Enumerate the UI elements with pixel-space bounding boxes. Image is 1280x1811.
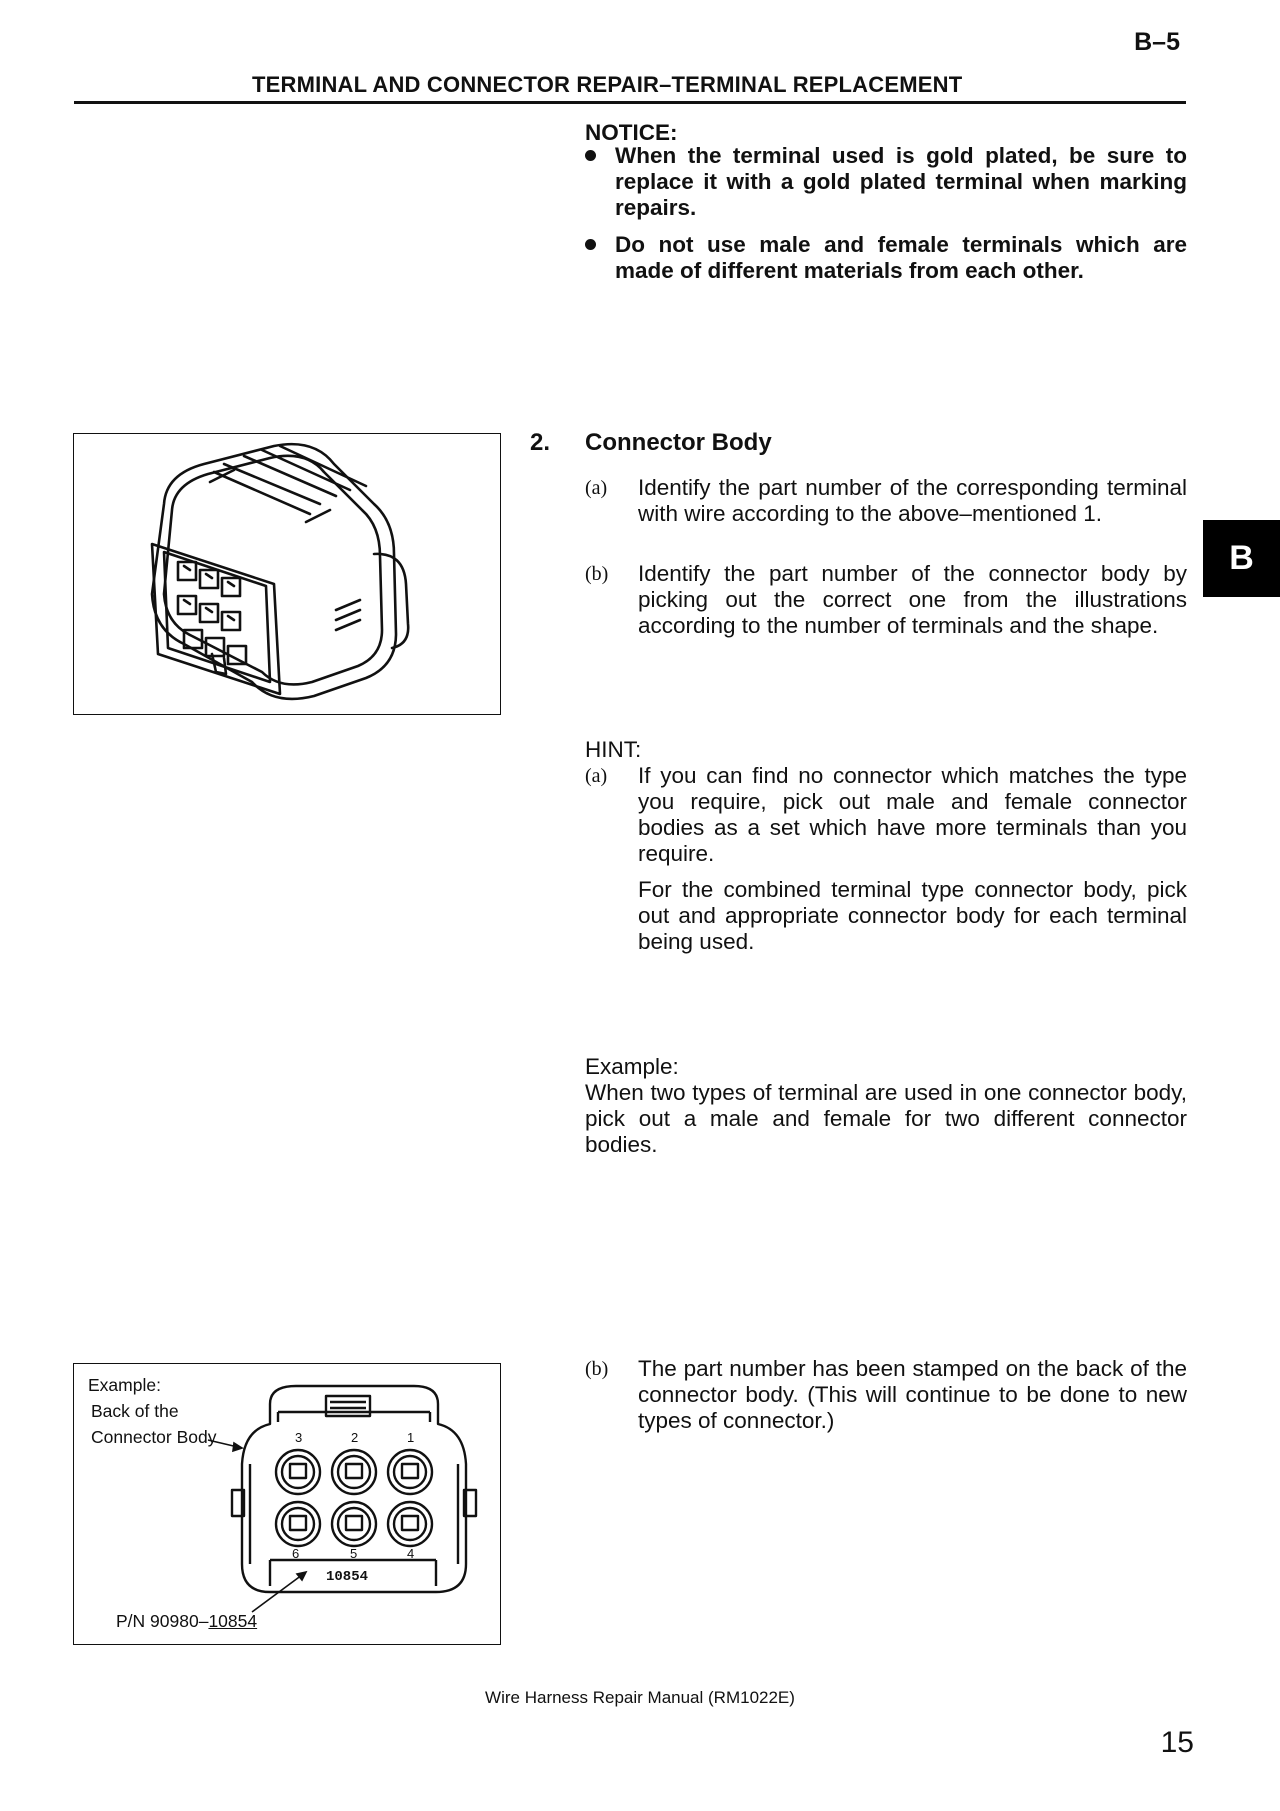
page-number: 15 <box>1160 1726 1194 1759</box>
hint-paragraph-2: For the combined terminal type connector body, pick out and appropriate connector body for each terminal being used. <box>638 877 1187 954</box>
pin-number: 6 <box>292 1546 300 1561</box>
notice-heading: NOTICE: <box>585 120 678 145</box>
part-number-prefix: P/N 90980– <box>116 1611 209 1631</box>
manual-footer: Wire Harness Repair Manual (RM1022E) <box>485 1688 795 1707</box>
example-heading: Example: <box>585 1054 679 1079</box>
notice-bullet-text: When the terminal used is gold plated, be sure to replace it with a gold plated terminal when marking repairs. <box>615 143 1187 220</box>
page-label: B–5 <box>1134 28 1180 56</box>
pin-number: 1 <box>407 1430 415 1445</box>
page-title: TERMINAL AND CONNECTOR REPAIR–TERMINAL REPLACEMENT <box>252 72 963 97</box>
item-text: Identify the part number of the corresponding terminal with wire according to the above–mentioned 1. <box>638 475 1187 526</box>
hint-heading: HINT: <box>585 737 642 762</box>
figure-caption-line1: Back of the <box>91 1401 179 1421</box>
bullet-icon <box>585 150 596 161</box>
item-text: Identify the part number of the connector body by picking out the correct one from the illustrations according to the number of terminals and the shape. <box>638 561 1187 638</box>
section-number: 2. <box>530 429 551 456</box>
bullet-icon <box>585 239 596 250</box>
section-title: Connector Body <box>585 429 772 456</box>
pin-number: 5 <box>350 1546 358 1561</box>
item-text: The part number has been stamped on the back of the connector body. (This will continue to be done to new types of connector.) <box>638 1356 1187 1433</box>
item-label: (b) <box>585 1358 609 1380</box>
item-label: (a) <box>585 765 608 787</box>
connector-back-illustration <box>74 1364 500 1644</box>
stamped-part-number: 10854 <box>326 1569 369 1585</box>
figure-caption-title: Example: <box>88 1375 161 1395</box>
header-divider <box>74 101 1186 104</box>
hint-paragraph-1: If you can find no connector which matches the type you require, pick out male and female connector bodies as a set which have more terminals than you require. <box>638 763 1187 866</box>
pin-number: 3 <box>295 1430 303 1445</box>
connector-body-figure <box>73 433 501 715</box>
example-text: When two types of terminal are used in one connector body, pick out a male and female for two different connector bodies. <box>585 1080 1187 1157</box>
notice-bullet-text: Do not use male and female terminals which are made of different materials from each other. <box>615 232 1187 283</box>
part-number-suffix: 10854 <box>208 1611 258 1631</box>
section-tab: B <box>1203 520 1280 597</box>
connector-back-figure <box>73 1363 501 1645</box>
item-label: (a) <box>585 477 608 499</box>
figure-caption-line2: Connector Body <box>91 1427 217 1447</box>
pin-number: 4 <box>407 1546 415 1561</box>
connector-illustration <box>74 434 500 714</box>
pin-number: 2 <box>351 1430 359 1445</box>
item-label: (b) <box>585 563 609 585</box>
